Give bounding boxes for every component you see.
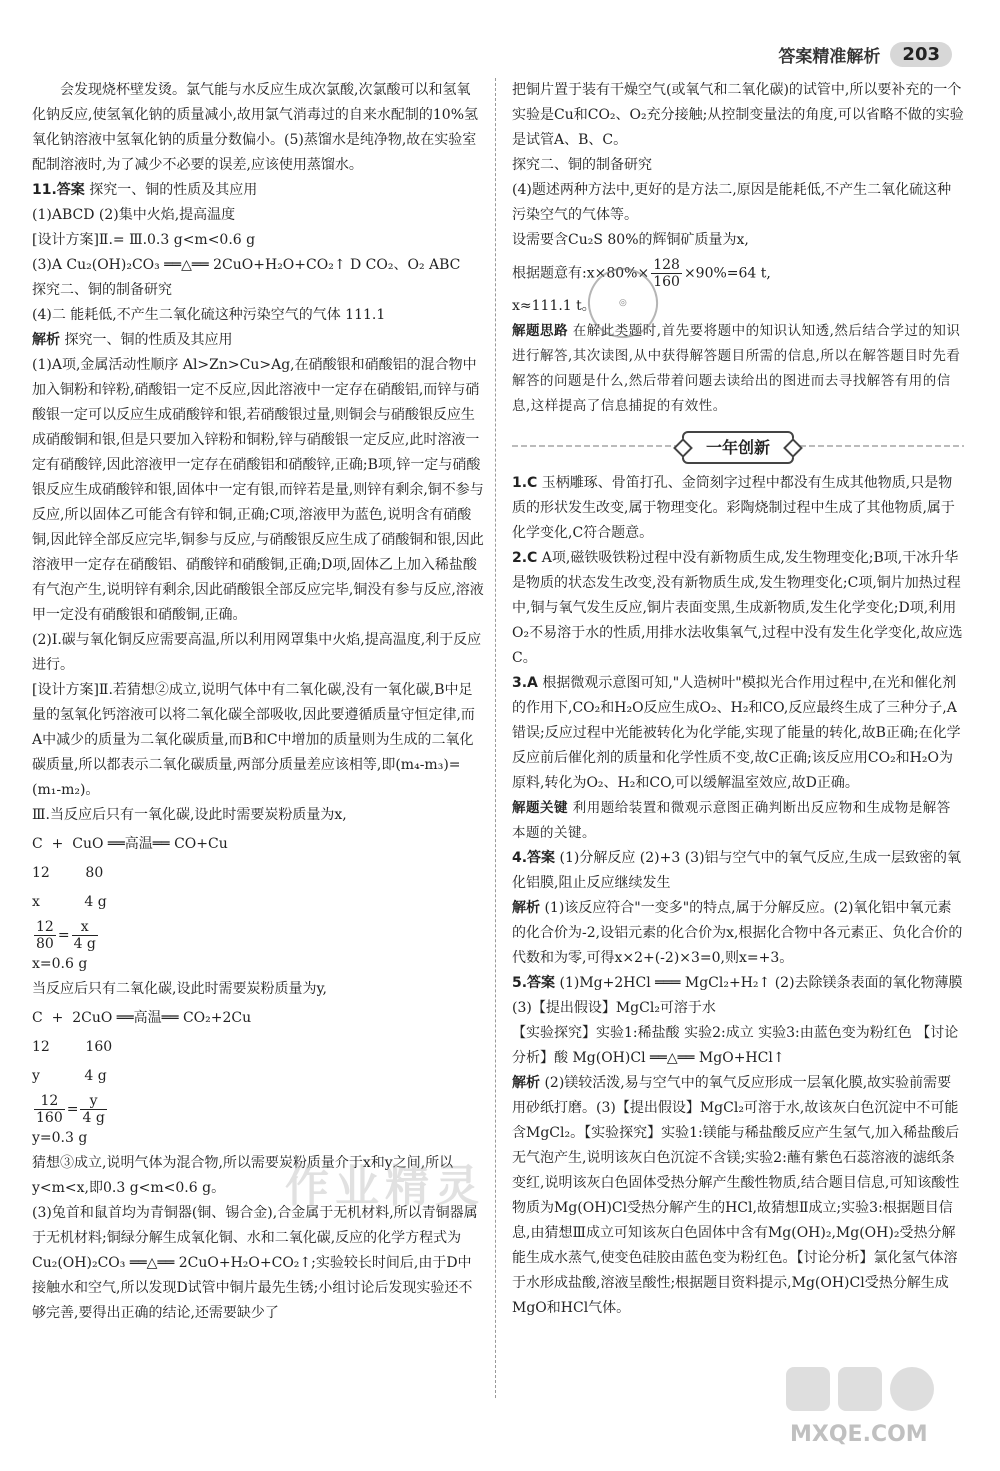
key-point-label: 解题关键 — [512, 800, 568, 816]
calc-text: ×90%=64 t, — [683, 265, 771, 282]
page-header — [778, 38, 952, 70]
analysis-label: 解析 — [512, 1075, 540, 1091]
fraction-denominator: 4 g — [82, 1110, 105, 1126]
paragraph: 把铜片置于装有干燥空气(或氧气和二氧化碳)的试管中,所以要补充的一个实验是Cu和CO₂、O₂充分接触;从控制变量法的角度,可以省略不做的实验是试管A、B、C。 — [512, 82, 964, 148]
proportion: $\frac{12}{160}$ = $\frac{y}{4 g}$ — [36, 1093, 105, 1126]
proportion: $\frac{12}{80}$ = $\frac{x}{4 g}$ — [36, 919, 96, 952]
equation-result: x=0.6 g — [32, 956, 88, 972]
header-title: 答案精准解析 — [778, 46, 881, 67]
key-point — [512, 796, 964, 846]
q4 — [512, 846, 964, 896]
fraction-denominator: 160 — [36, 1110, 63, 1126]
equation-row: y 4 g — [32, 1068, 107, 1084]
calc-text: 根据题意有:x×80%× — [512, 265, 650, 282]
question-number: 5.答案 — [512, 975, 556, 991]
paragraph: 设需要含Cu₂S 80%的辉铜矿质量为x, — [512, 232, 749, 248]
answer-line: (4)二 能耗低,不产生二氧化硫这种污染空气的气体 111.1 — [32, 307, 386, 323]
question-number: 1.C — [512, 475, 538, 491]
equation-row: 12 80 — [32, 865, 104, 881]
q4-analysis — [512, 896, 964, 971]
equation-row: 12 160 — [32, 1039, 113, 1055]
answer-line: (3)A Cu₂(OH)₂CO₃ ══△══ 2CuO+H₂O+CO₂↑ D CO₂、O₂ ABC — [32, 257, 461, 273]
equation: C + 2CuO ══高温══ CO₂+2Cu — [32, 1010, 252, 1026]
q11-answer — [32, 178, 484, 203]
fraction-denominator: 160 — [653, 274, 680, 290]
answer-line: [设计方案]Ⅱ.= Ⅲ.0.3 g<m<0.6 g — [32, 232, 256, 248]
answer-line: 探究二、铜的制备研究 — [32, 282, 172, 298]
answer-line: 探究一、铜的性质及其应用 — [89, 182, 258, 198]
paragraph: 探究二、铜的制备研究 — [512, 157, 652, 173]
question-text: (1)Mg+2HCl ═══ MgCl₂+H₂↑ (2)去除镁条表面的氧化物薄膜 (3)【提出假设】MgCl₂可溶于水 — [512, 975, 963, 1016]
analysis-paragraph: Ⅲ.当反应后只有一氧化碳,设此时需要炭粉质量为x, — [32, 807, 347, 823]
logo-url: MXQE.COM — [790, 1422, 928, 1447]
fraction-numerator: y — [80, 1093, 106, 1110]
analysis-paragraph: (2)Ⅰ.碳与氧化铜反应需要高温,所以利用网罩集中火焰,提高温度,利于反应进行。 — [32, 632, 482, 673]
question-text: 【实验探究】实验1:稀盐酸 实验2:成立 实验3:由蓝色变为粉红色 【讨论分析】酸 Mg(OH)Cl ══△══ MgO+HCl↑ — [512, 1025, 959, 1066]
question-text: 根据微观示意图可知,"人造树叶"模拟光合作用过程中,在光和催化剂的作用下,CO₂和H₂O反应生成O₂、H₂和CO,反应最终生成了三种分子,A错误;反应过程中光能被转化为化学能,实现了能量的转化,故B正确;在化学反应前后催化剂的质量和化学性质不变,故C正确;该反应用CO₂和H₂O为原料,转化为O₂、H₂和CO,可以缓解温室效应,故D正确。 — [512, 675, 961, 791]
fraction-numerator: 12 — [34, 1093, 65, 1110]
page-number: 203 — [890, 42, 952, 67]
question-number: 4.答案 — [512, 850, 556, 866]
analysis-label: 解析 — [512, 900, 540, 916]
fraction-denominator: 4 g — [73, 936, 96, 952]
paragraph: 会发现烧杯壁发烫。氯气能与水反应生成次氯酸,次氯酸可以和氢氧化钠反应,使氢氧化钠的质量减小,故用氯气消毒过的自来水配制的10%氢氧化钠溶液中氢氧化钠的质量分数偏小。(5)蒸馏水是纯净物,故在实验室配制溶液时,为了减少不必要的误差,应该使用蒸馏水。 — [32, 82, 479, 173]
analysis-text: (2)镁较活泼,易与空气中的氧气反应形成一层氧化膜,故实验前需要用砂纸打磨。(3)【提出假设】MgCl₂可溶于水,故该灰白色沉淀中不可能含MgCl₂。【实验探究】实验1:镁能与稀盐酸反应产生氢气,加入稀盐酸后无气泡产生,说明该灰白色沉淀不含镁;实验2:蘸有紫色石蕊溶液的滤纸条变红,说明该灰白色固体受热分解产生酸性物质,结合题目信息,可知该酸性物质为Mg(OH)Cl受热分解产生的HCl,故猜想Ⅱ成立;实验3:根据题目信息,由猜想Ⅲ成立可知该灰白色固体中含有Mg(OH)₂,Mg(OH)₂受热分解能生成水蒸气,使变色硅胶由蓝色变为粉红色。【讨论分析】氯化氢气体溶于水形成盐酸,溶液呈酸性;根据题目资料提示,Mg(OH)Cl受热分解生成MgO和HCl气体。 — [512, 1075, 960, 1316]
watermark-text: 作业精灵 — [285, 1161, 485, 1212]
analysis-paragraph: (3)兔首和鼠首均为青铜器(铜、锡合金),合金属于无机材料,所以青铜器属于无机材料;铜绿分解生成氧化铜、水和二氧化碳,反应的化学方程式为Cu₂(OH)₂CO₃ ══△══ 2CuO+H₂O+CO₂↑;实验较长时间后,由于D中接触水和空气,所以发现D试管中铜片最先生锈;小组讨论后发现实验还不够完善,要得出正确的结论,还需要缺少了 — [32, 1205, 478, 1321]
question-text: A项,磁铁吸铁粉过程中没有新物质生成,发生物理变化;B项,干冰升华是物质的状态发生改变,没有新物质生成,发生物理变化;C项,铜片加热过程中,铜与氧气发生反应,铜片表面变黑,生成新物质,发生化学变化;D项,利用O₂不易溶于水的性质,用排水法收集氧气,过程中没有发生化学变化,故应选C。 — [512, 550, 963, 666]
analysis-paragraph: 当反应后只有二氧化碳,设此时需要炭粉质量为y, — [32, 981, 327, 997]
section-banner — [512, 429, 964, 463]
analysis-label: 解析 — [32, 332, 60, 348]
fraction-denominator: 80 — [36, 936, 54, 952]
solution-tip — [512, 319, 964, 419]
question-number: 11.答案 — [32, 182, 85, 198]
paragraph: (4)题述两种方法中,更好的是方法二,原因是能耗低,不产生二氧化硫这种污染空气的气体等。 — [512, 182, 952, 223]
analysis-paragraph: (1)A项,金属活动性顺序 Al>Zn>Cu>Ag,在硝酸银和硝酸铝的混合物中加入铜粉和锌粉,硝酸铝一定不反应,因此溶液中一定存在硝酸铝,而锌与硝酸银一定可以反应生成硝酸锌和银,若硝酸银过量,则铜会与硝酸银反应生成硝酸铜和银,但是只要加入锌粉和铜粉,锌与硝酸银一定反应,此时溶液一定有硝酸锌,因此溶液甲一定存在硝酸铝和硝酸锌,正确;B项,锌一定与硝酸银反应生成硝酸锌和银,固体中一定有银,而锌若是量,则锌有剩余,铜不参与反应,所以固体乙可能含有锌和铜,正确;C项,溶液甲为蓝色,说明含有硝酸铜,因此锌全部反应完毕,铜参与反应,与硝酸银反应生成了硝酸铜和银,因此溶液甲一定存在硝酸铝、硝酸锌和硝酸铜,正确;D项,固体乙上加入稀盐酸有气泡产生,说明锌有剩余,因此硝酸银全部反应完毕,铜没有参与反应,溶液甲一定没有硝酸银和硝酸铜,正确。 — [32, 357, 484, 623]
fraction-numerator: x — [72, 919, 98, 936]
fraction-numerator: 128 — [653, 257, 680, 273]
q3 — [512, 671, 964, 796]
analysis-heading — [32, 328, 484, 353]
q1 — [512, 471, 964, 546]
solution-tip-text: 在解此类题时,首先要将题中的知识认知透,然后结合学过的知识进行解答,其次读图,从中获得解答题目所需的信息,所以在解答题目时先看解答的问题是什么,然后带着问题去读给出的图进而去寻找解答有用的信息,这样提高了信息捕捉的有效性。 — [512, 323, 961, 414]
equation: C + CuO ══高温══ CO+Cu — [32, 836, 228, 852]
analysis-line: 探究一、铜的性质及其应用 — [64, 332, 233, 348]
equation-result: y=0.3 g — [32, 1130, 88, 1146]
q5-analysis — [512, 1071, 964, 1321]
solution-tip-label: 解题思路 — [512, 323, 568, 339]
q5 — [512, 971, 964, 1021]
q2 — [512, 546, 964, 671]
answer-line: (1)ABCD (2)集中火焰,提高温度 — [32, 207, 236, 223]
right-column — [512, 78, 964, 1321]
calculation — [512, 257, 964, 290]
analysis-paragraph: 猜想③成立,说明气体为混合物,所以需要炭粉质量介于x和y之间,所以 y<m<x,即0.3 g<m<0.6 g。 — [32, 1155, 454, 1196]
stamp-seal: ◎ — [579, 259, 667, 347]
key-point-text: 利用题给装置和微观示意图正确判断出反应物和生成物是解答本题的关键。 — [512, 800, 951, 841]
question-text: (1)分解反应 (2)+3 (3)铝与空气中的氧气反应,生成一层致密的氧化铝膜,阻止反应继续发生 — [512, 850, 961, 891]
question-text: 玉柄雕琢、骨笛打孔、金筒刻字过程中都没有生成其他物质,只是物质的形状发生改变,属于物理变化。彩陶烧制过程中生成了其他物质,属于化学变化,C符合题意。 — [512, 475, 955, 541]
section-title: 一年创新 — [682, 431, 794, 464]
calc-result: x≈111.1 t。 — [512, 298, 596, 314]
question-number: 3.A — [512, 675, 538, 691]
analysis-paragraph: [设计方案]Ⅱ.若猜想②成立,说明气体中有二氧化碳,没有一氧化碳,B中足量的氢氧化钙溶液可以将二氧化碳全部吸收,因此要遵循质量守恒定律,而A中减少的质量为二氧化碳质量,而B和C中增加的质量则为生成的二氧化碳质量,所以都表示二氧化碳质量,两部分质量差应该相等,即(m₄-m₃)=(m₁-m₂)。 — [32, 682, 475, 798]
equation-row: x 4 g — [32, 894, 107, 910]
column-divider — [495, 78, 496, 1398]
watermark-logo — [780, 1361, 960, 1451]
left-column — [32, 78, 484, 1326]
fraction-numerator: 12 — [36, 919, 54, 935]
question-number: 2.C — [512, 550, 538, 566]
analysis-text: (1)该反应符合"一变多"的特点,属于分解反应。(2)氧化铝中氧元素的化合价为-2,设铝元素的化合价为x,根据化合物中各元素正、负化合价的代数和为零,可得x×2+(-2)×3=0,则x=+3。 — [512, 900, 963, 966]
